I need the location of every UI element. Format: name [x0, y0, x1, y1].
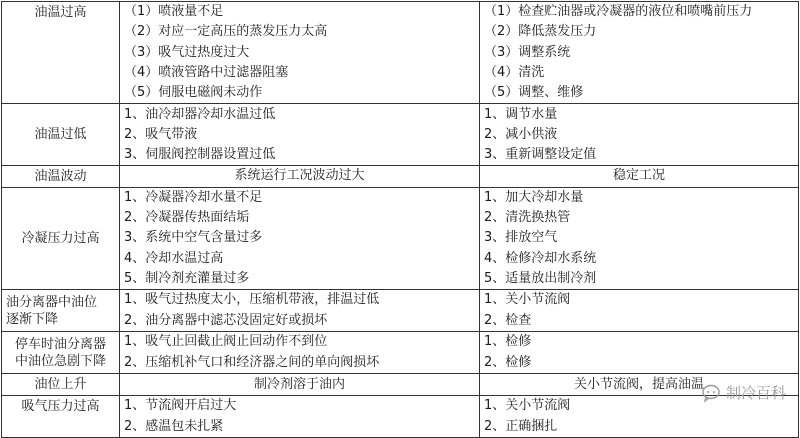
solution-line: 2、正确捆扎 [484, 418, 558, 434]
cause-line: 4、冷却水温过高 [124, 250, 224, 266]
watermark [701, 382, 786, 403]
solution-line: （1）检查贮油器或冷凝器的液位和喷嘴前压力 [484, 4, 753, 19]
fault-cell: 油分离器中油位 逐渐下降 [2, 290, 120, 332]
solution-line: 1、关小节流阀 [484, 398, 571, 414]
table-row [2, 166, 799, 187]
solution-line: 2、检查 [484, 312, 532, 328]
cause-line: 1、节流阀开启过大 [124, 398, 237, 414]
fault-cell: 停车时油分离器 中油位急剧下降 [2, 332, 120, 374]
cause-line: （2）对应一定高压的蒸发压力太高 [124, 24, 328, 40]
cause-cell: 系统运行工况波动过大 [120, 166, 480, 187]
fault-cell: 油温过高 [2, 2, 120, 104]
cause-cell [120, 290, 480, 332]
cause-cell [120, 332, 480, 374]
solution-line: 1、加大冷却水量 [484, 189, 584, 205]
solution-line: 5、适量放出制冷剂 [484, 270, 597, 286]
table-row [2, 332, 799, 374]
solution-cell [480, 290, 799, 332]
solution-cell [480, 332, 799, 374]
table-row [2, 290, 799, 332]
cause-line: 5、制冷剂充灌量过多 [124, 270, 250, 286]
cause-line: 1、吸气过热度太小，压缩机带液，排温过低 [124, 292, 380, 308]
table-row [2, 396, 799, 438]
watermark-text: 制冷百科 [725, 384, 786, 402]
table-row [2, 2, 799, 104]
solution-line: 3、重新调整设定值 [484, 147, 597, 163]
cause-line: 1、冷凝器冷却水量不足 [124, 189, 263, 205]
solution-line: 1、调节水量 [484, 106, 558, 122]
cause-cell [120, 2, 480, 104]
cause-line: 2、压缩机补气口和经济器之间的单向阀损坏 [124, 354, 380, 370]
fault-cell: 油温过低 [2, 104, 120, 166]
cause-line: 3、系统中空气含量过多 [124, 230, 263, 246]
fault-table [1, 1, 799, 438]
cause-line: （5）伺服电磁阀未动作 [124, 85, 263, 101]
solution-line: 2、减小供液 [484, 126, 558, 142]
solution-line: （5）调整、维修 [484, 85, 584, 101]
solution-line: 2、检修 [484, 354, 532, 370]
table-row [2, 187, 799, 289]
cause-line: （3）吸气过热度过大 [124, 44, 250, 60]
solution-cell [480, 104, 799, 166]
fault-cell: 冷凝压力过高 [2, 187, 120, 289]
cause-line: 2、感温包未扎紧 [124, 418, 224, 434]
solution-line: （2）降低蒸发压力 [484, 24, 597, 40]
fault-cell: 油温波动 [2, 166, 120, 187]
solution-cell [480, 187, 799, 289]
fault-cell: 油位上升 [2, 374, 120, 396]
cause-cell [120, 104, 480, 166]
solution-line: （4）清洗 [484, 64, 545, 80]
cause-line: 2、冷凝器传热面结垢 [124, 210, 250, 226]
table-row [2, 104, 799, 166]
solution-cell: 关小节流阀，提高油温 [480, 374, 799, 396]
chat-bubble-icon [701, 383, 721, 403]
cause-cell [120, 187, 480, 289]
solution-line: 4、检修冷却水系统 [484, 250, 597, 266]
cause-line: 1、油冷却器冷却水温过低 [124, 106, 276, 122]
solution-line: （3）调整系统 [484, 44, 571, 60]
cause-cell [120, 396, 480, 438]
cause-line: 2、油分离器中滤芯没固定好或损坏 [124, 312, 328, 328]
solution-line: 1、检修 [484, 334, 532, 350]
cause-line: 1、吸气止回截止阀止回动作不到位 [124, 334, 328, 350]
solution-cell [480, 2, 799, 104]
cause-line: （4）喷液管路中过滤器阻塞 [124, 64, 289, 80]
solution-line: 1、关小节流阀 [484, 292, 571, 308]
table-row [2, 374, 799, 396]
cause-cell: 制冷剂溶于油内 [120, 374, 480, 396]
cause-line: （1）喷液量不足 [124, 4, 224, 19]
solution-line: 3、排放空气 [484, 230, 558, 246]
solution-cell: 稳定工况 [480, 166, 799, 187]
cause-line: 2、吸气带液 [124, 126, 198, 142]
fault-cell: 吸气压力过高 [2, 396, 120, 438]
cause-line: 3、伺服阀控制器设置过低 [124, 147, 276, 163]
solution-line: 2、清洗换热管 [484, 210, 571, 226]
